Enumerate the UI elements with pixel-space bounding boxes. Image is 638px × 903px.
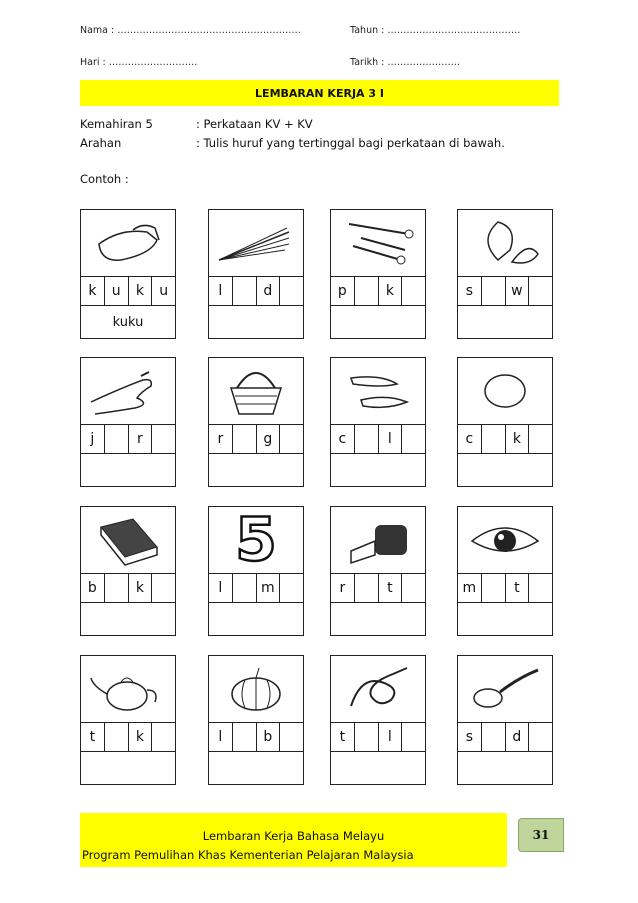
letter-cell: s xyxy=(457,276,482,306)
letter-cell: s xyxy=(457,722,482,752)
letter-cell: u xyxy=(151,276,176,306)
letter-cell: d xyxy=(256,276,281,306)
tarikh-field: Tarikh : ………………….. xyxy=(350,57,460,68)
hand-icon xyxy=(80,357,176,425)
word-card xyxy=(80,209,176,339)
letter-cell: d xyxy=(505,722,530,752)
letter-cell: k xyxy=(128,722,153,752)
blank-letter-cell[interactable] xyxy=(354,573,379,603)
tahun-field: Tahun : …………………………………… xyxy=(350,25,521,36)
answer-box[interactable] xyxy=(330,602,426,636)
word-card xyxy=(457,506,553,636)
word-card xyxy=(457,209,553,339)
word-card xyxy=(330,655,426,785)
letter-cell: r xyxy=(208,424,233,454)
answer-box[interactable] xyxy=(208,453,304,487)
blank-letter-cell[interactable] xyxy=(481,276,506,306)
answer-box[interactable] xyxy=(457,602,553,636)
letter-row xyxy=(80,276,176,306)
letter-row xyxy=(208,722,304,752)
blank-letter-cell[interactable] xyxy=(528,424,553,454)
letter-cell: t xyxy=(330,722,355,752)
nails-icon xyxy=(330,209,426,277)
word-card xyxy=(457,655,553,785)
answer-box[interactable] xyxy=(208,751,304,785)
blank-letter-cell[interactable] xyxy=(151,573,176,603)
blank-letter-cell[interactable] xyxy=(481,722,506,752)
letter-cell: m xyxy=(457,573,482,603)
blank-letter-cell[interactable] xyxy=(528,573,553,603)
letter-cell: u xyxy=(104,276,129,306)
word-card xyxy=(330,506,426,636)
blank-letter-cell[interactable] xyxy=(401,276,426,306)
letter-cell: c xyxy=(330,424,355,454)
letter-row xyxy=(80,722,176,752)
letter-cell: l xyxy=(208,722,233,752)
blank-letter-cell[interactable] xyxy=(104,573,129,603)
basket-icon xyxy=(208,357,304,425)
blank-letter-cell[interactable] xyxy=(279,573,304,603)
word-card xyxy=(80,357,176,487)
letter-cell: r xyxy=(128,424,153,454)
word-card xyxy=(208,209,304,339)
letter-row xyxy=(208,276,304,306)
spoon-icon xyxy=(457,655,553,723)
letter-row xyxy=(330,276,426,306)
eye-icon xyxy=(457,506,553,574)
word-card xyxy=(330,357,426,487)
five-digit: 5 xyxy=(235,505,277,575)
answer-box[interactable] xyxy=(80,602,176,636)
vegetable-icon xyxy=(457,209,553,277)
page-number: 31 xyxy=(518,818,564,852)
letter-row xyxy=(457,722,553,752)
blank-letter-cell[interactable] xyxy=(279,424,304,454)
letter-cell: r xyxy=(330,573,355,603)
letter-cell: k xyxy=(128,276,153,306)
letter-row xyxy=(457,573,553,603)
lime-icon xyxy=(457,357,553,425)
blank-letter-cell[interactable] xyxy=(151,722,176,752)
broom-icon xyxy=(208,209,304,277)
word-card xyxy=(208,655,304,785)
teapot-icon xyxy=(80,655,176,723)
letter-row xyxy=(80,424,176,454)
letter-cell: l xyxy=(208,573,233,603)
answer-box[interactable] xyxy=(457,305,553,339)
blank-letter-cell[interactable] xyxy=(104,722,129,752)
letter-row xyxy=(457,424,553,454)
letter-row xyxy=(208,424,304,454)
letter-cell: b xyxy=(80,573,105,603)
number-five-icon xyxy=(208,506,304,574)
blank-letter-cell[interactable] xyxy=(528,722,553,752)
arahan-label: Arahan xyxy=(80,136,122,150)
letter-cell: j xyxy=(80,424,105,454)
blank-letter-cell[interactable] xyxy=(528,276,553,306)
letter-cell: b xyxy=(256,722,281,752)
blank-letter-cell[interactable] xyxy=(232,276,257,306)
letter-cell: k xyxy=(128,573,153,603)
letter-cell: k xyxy=(80,276,105,306)
blank-letter-cell[interactable] xyxy=(232,424,257,454)
blank-letter-cell[interactable] xyxy=(401,573,426,603)
blank-letter-cell[interactable] xyxy=(279,722,304,752)
letter-cell: g xyxy=(256,424,281,454)
answer-box[interactable] xyxy=(457,453,553,487)
answer-box[interactable] xyxy=(330,453,426,487)
letter-cell: p xyxy=(330,276,355,306)
letter-cell: t xyxy=(80,722,105,752)
answer-box[interactable] xyxy=(457,751,553,785)
contoh-label: Contoh : xyxy=(80,172,129,186)
answer-box[interactable] xyxy=(80,751,176,785)
hari-field: Hari : ………………………. xyxy=(80,57,198,68)
answer-box[interactable] xyxy=(208,305,304,339)
letter-cell: k xyxy=(378,276,403,306)
letter-cell: l xyxy=(378,722,403,752)
rope-icon xyxy=(330,655,426,723)
chili-icon xyxy=(330,357,426,425)
book-icon xyxy=(80,506,176,574)
letter-cell: m xyxy=(256,573,281,603)
kemahiran-value: : Perkataan KV + KV xyxy=(196,117,313,131)
blank-letter-cell[interactable] xyxy=(481,573,506,603)
letter-row xyxy=(457,276,553,306)
blank-letter-cell[interactable] xyxy=(481,424,506,454)
letter-row xyxy=(330,573,426,603)
letter-cell: l xyxy=(208,276,233,306)
nama-field: Nama : …………………………………………………. xyxy=(80,25,301,36)
blank-letter-cell[interactable] xyxy=(104,424,129,454)
letter-cell: t xyxy=(378,573,403,603)
letter-row xyxy=(208,573,304,603)
word-card xyxy=(457,357,553,487)
bread-icon xyxy=(330,506,426,574)
word-card xyxy=(80,655,176,785)
blank-letter-cell[interactable] xyxy=(401,722,426,752)
blank-letter-cell[interactable] xyxy=(151,424,176,454)
letter-row xyxy=(80,573,176,603)
letter-cell: l xyxy=(378,424,403,454)
footer-line-1: Lembaran Kerja Bahasa Melayu xyxy=(202,829,385,843)
footer-banner xyxy=(80,813,507,867)
word-card xyxy=(208,506,304,636)
blank-letter-cell[interactable] xyxy=(232,573,257,603)
blank-letter-cell[interactable] xyxy=(279,276,304,306)
letter-cell: w xyxy=(505,276,530,306)
answer-box[interactable] xyxy=(80,453,176,487)
letter-cell: t xyxy=(505,573,530,603)
answer-box[interactable] xyxy=(208,602,304,636)
blank-letter-cell[interactable] xyxy=(354,722,379,752)
word-card xyxy=(80,506,176,636)
letter-cell: c xyxy=(457,424,482,454)
letter-cell: k xyxy=(505,424,530,454)
word-card xyxy=(330,209,426,339)
letter-row xyxy=(330,424,426,454)
kemahiran-label: Kemahiran 5 xyxy=(80,117,153,131)
worksheet-title: LEMBARAN KERJA 3 I xyxy=(80,80,559,106)
blank-letter-cell[interactable] xyxy=(401,424,426,454)
blank-letter-cell[interactable] xyxy=(354,424,379,454)
arahan-value: : Tulis huruf yang tertinggal bagi perkataan di bawah. xyxy=(196,136,505,150)
footer-line-2: Program Pemulihan Khas Kementerian Pelajaran Malaysia xyxy=(82,848,414,862)
slipper-icon xyxy=(80,209,176,277)
answer-box[interactable] xyxy=(330,305,426,339)
blank-letter-cell[interactable] xyxy=(354,276,379,306)
pumpkin-icon xyxy=(208,655,304,723)
answer-box[interactable] xyxy=(330,751,426,785)
blank-letter-cell[interactable] xyxy=(232,722,257,752)
answer-box[interactable]: kuku xyxy=(80,305,176,339)
letter-row xyxy=(330,722,426,752)
word-card xyxy=(208,357,304,487)
